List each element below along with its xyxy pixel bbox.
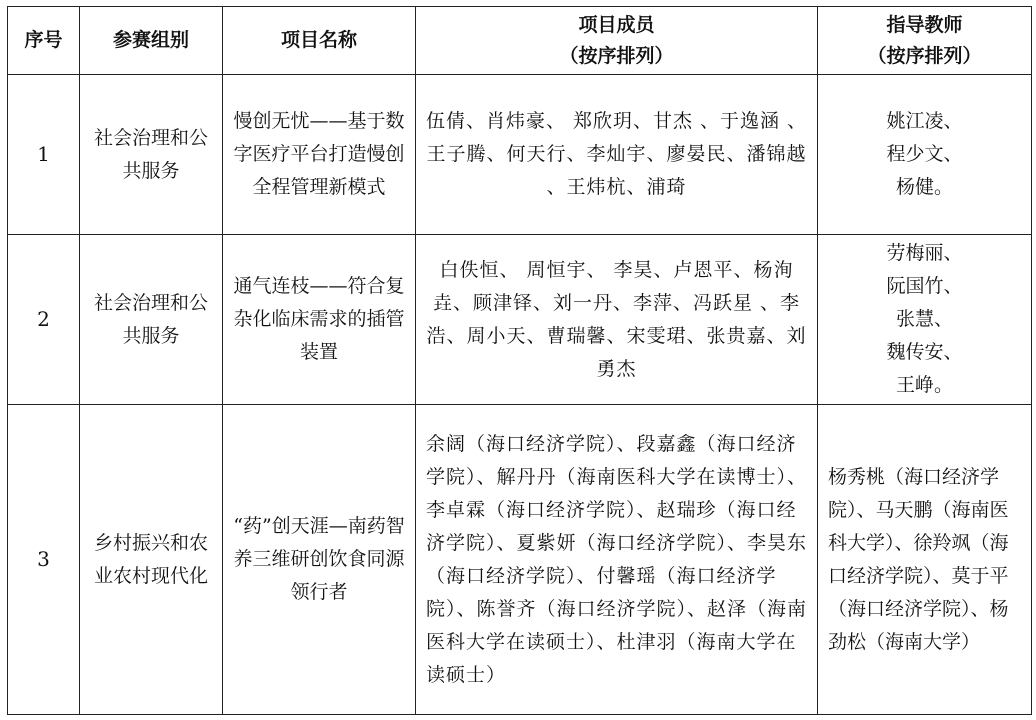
header-row bbox=[8, 7, 1032, 75]
table-row bbox=[8, 75, 1032, 235]
row-advisors bbox=[818, 75, 1032, 235]
row-group: 社会治理和公共服务 bbox=[80, 75, 223, 235]
row-members: 伍倩、肖炜豪、 郑欣玥、甘杰 、于逸涵 、王子腾、何天行、李灿宇、廖晏民、潘锦越 、王炜杭、浦琦 bbox=[416, 75, 818, 235]
advisor-name: 杨健。 bbox=[895, 176, 953, 198]
table-row bbox=[8, 405, 1032, 715]
row-advisors bbox=[818, 235, 1032, 405]
advisor-name: 张慧、 bbox=[895, 308, 953, 330]
row-project: 慢创无忧——基于数字医疗平台打造慢创全程管理新模式 bbox=[223, 75, 416, 235]
advisor-name: 程少文、 bbox=[886, 143, 963, 165]
header-advisors-title: 指导教师 bbox=[886, 13, 963, 36]
header-advisors-note: （按序排列） bbox=[867, 44, 982, 67]
advisor-name: 王峥。 bbox=[895, 374, 953, 396]
header-members bbox=[416, 7, 818, 75]
header-advisors bbox=[818, 7, 1032, 75]
advisor-name: 魏传安、 bbox=[886, 341, 963, 363]
row-project: 通气连枝——符合复杂化临床需求的插管装置 bbox=[223, 235, 416, 405]
row-group: 乡村振兴和农业农村现代化 bbox=[80, 405, 223, 715]
row-group: 社会治理和公共服务 bbox=[80, 235, 223, 405]
row-index: 2 bbox=[8, 235, 80, 405]
header-members-title: 项目成员 bbox=[578, 13, 655, 36]
row-index: 1 bbox=[8, 75, 80, 235]
header-project: 项目名称 bbox=[223, 7, 416, 75]
competition-table bbox=[7, 6, 1032, 715]
advisor-name: 姚江凌、 bbox=[886, 110, 963, 132]
row-members: 余阔（海口经济学院）、段嘉鑫（海口经济学院）、解丹丹（海南医科大学在读博士）、李卓霖（海口经济学院）、赵瑞珍（海口经济学院）、夏紫妍（海口经济学院）、李昊东（海口经济学院）、付馨瑶（海口经济学院）、陈誉齐（海口经济学院）、赵泽（海南医科大学在读硕士）、杜津羽（海南大学在读硕士） bbox=[416, 405, 818, 715]
advisor-name: 劳梅丽、 bbox=[886, 242, 963, 264]
row-members: 白佚恒、 周恒宇、 李昊、卢恩平、杨洵垚、顾津铎、刘一丹、李萍、冯跃星 、李浩、周小天、曹瑞馨、宋雯珺、张贵嘉、刘勇杰 bbox=[416, 235, 818, 405]
advisor-name: 阮国竹、 bbox=[886, 275, 963, 297]
header-members-note: （按序排列） bbox=[559, 44, 674, 67]
row-index: 3 bbox=[8, 405, 80, 715]
header-index: 序号 bbox=[8, 7, 80, 75]
table-row bbox=[8, 235, 1032, 405]
row-project: “药”创天涯—南药智养三维研创饮食同源领行者 bbox=[223, 405, 416, 715]
header-group: 参赛组别 bbox=[80, 7, 223, 75]
row-advisors: 杨秀桃（海口经济学院）、马天鹏（海南医科大学）、徐羚飒（海口经济学院）、莫于平（海口经济学院）、杨劲松（海南大学） bbox=[818, 405, 1032, 715]
